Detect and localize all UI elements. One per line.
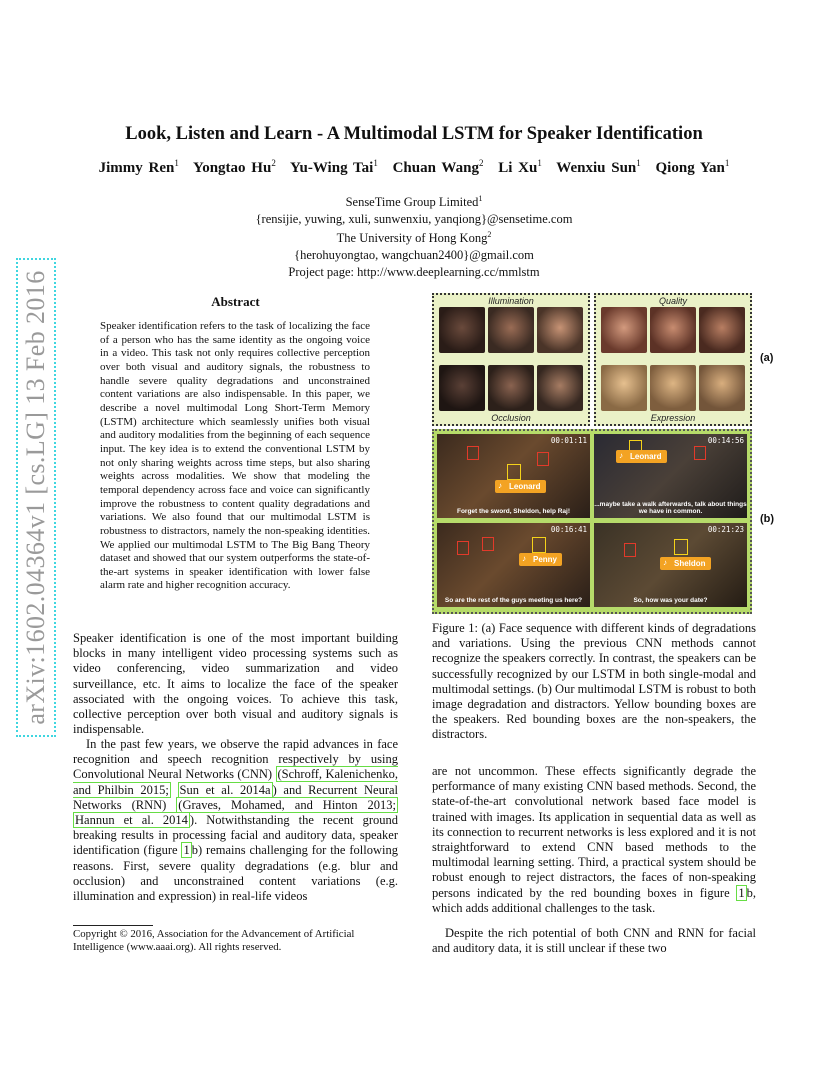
- citation-link[interactable]: Hannun et al. 2014: [75, 813, 188, 828]
- figure-tag-b: (b): [760, 513, 775, 525]
- face-thumbnail: [439, 307, 485, 353]
- video-frame: [437, 434, 590, 518]
- video-frame: [594, 434, 747, 518]
- panel-label: Quality: [658, 296, 687, 306]
- affiliation-mark: 2: [271, 158, 276, 168]
- face-thumbnail: [699, 307, 745, 353]
- face-thumbnail: [439, 365, 485, 411]
- speaker-box: [674, 539, 688, 555]
- face-thumbnail: [537, 365, 583, 411]
- citation-link[interactable]: Sun et al. 2014a: [179, 782, 271, 797]
- affiliation-mark: 1: [373, 158, 378, 168]
- panel-video-scenes: [432, 429, 752, 614]
- text-run: b) remains challenging for the following reasons. First, severe quality degradations (e.g. blur and occlusion) and unconstrained content variations (e.g. illumination and expression) in real-life videos: [73, 843, 398, 904]
- affiliation-mark: 1: [724, 158, 730, 168]
- face-thumbnail: [488, 307, 534, 353]
- panel-label: Expression: [650, 413, 696, 423]
- distractor-box: [537, 452, 549, 466]
- text-run: b, which adds additional challenges to the task.: [432, 885, 756, 915]
- author-list: [0, 158, 828, 177]
- intro-paragraph-2: [73, 737, 398, 904]
- author: Qiong Yan: [655, 160, 725, 176]
- affiliation-mark: 1: [478, 194, 483, 203]
- author: Wenxiu Sun: [556, 160, 637, 176]
- affiliation-mark: 2: [478, 158, 484, 168]
- subtitle: So, how was your date?: [633, 597, 708, 604]
- right-paragraph-1: [432, 764, 756, 916]
- author: Li Xu: [498, 160, 538, 176]
- project-page: Project page: http://www.deeplearning.cc/mmlstm: [288, 264, 540, 279]
- face-thumbnail: [650, 365, 696, 411]
- face-thumbnail: [601, 365, 647, 411]
- citation-link[interactable]: (Graves, Mohamed, and Hinton 2013;: [178, 797, 396, 812]
- speaker-label: ♪ Leonard: [495, 480, 546, 493]
- panel-label: Illumination: [488, 296, 534, 306]
- panel-quality-expression: [594, 293, 752, 426]
- text-run: ). Notwithstanding the recent ground breaking results in processing facial and auditory data, speaker identification (figure: [73, 813, 398, 858]
- speaker-label: ♪ Penny: [519, 553, 562, 566]
- distractor-box: [482, 537, 494, 551]
- abstract-heading: Abstract: [211, 294, 260, 309]
- arxiv-stamp[interactable]: [18, 260, 54, 735]
- abstract-text: Speaker identification refers to the task of localizing the face of a person who has the same identity as the ongoing voice in a video. This task not only requires collective perception over both visual and auditory signals, the robustness to handle severe quality degradations and unconstrained content variations are also indispensable. In this paper, we describe a novel multimodal Long Short-Term Memory (LSTM) architecture which seamlessly unifies both visual and auditory modalities from the beginning of each sequence input. The key idea is to extend the conventional LSTM by not only sharing weights across time steps, but also sharing weights across modalities. We show that modeling the temporal dependency across face and voice can significantly improve the robustness to content quality degradations and variations. We also found that our multimodal LSTM is robustness to distractors, namely the non-speaking identities. We applied our multimodal LSTM to The Big Bang Theory dataset and showed that our system outperforms the state-of-the-art systems in speaker identification with lower false alarm rate and higher recognition accuracy.: [100, 320, 370, 592]
- text-run: ) and Recurrent Neural Networks (RNN): [73, 782, 398, 812]
- distractor-box: [467, 446, 479, 460]
- speaker-label: ♪ Sheldon: [660, 557, 711, 570]
- timestamp: 00:01:11: [550, 436, 587, 445]
- face-thumbnail: [601, 307, 647, 353]
- arxiv-id: arXiv:1602.04364v1 [cs.LG] 13 Feb 2016: [18, 260, 54, 735]
- copyright-footnote: Copyright © 2016, Association for the Advancement of Artificial Intelligence (www.aaai.org). All rights reserved.: [73, 928, 355, 953]
- footnote-rule: [73, 925, 153, 926]
- speaker-box: [532, 537, 546, 553]
- email-2: {herohuyongtao, wangchuan2400}@gmail.com: [294, 248, 534, 263]
- panel-illumination-occlusion: [432, 293, 590, 426]
- intro-paragraph-1: Speaker identification is one of the most important building blocks in many intelligent video processing systems such as video conferencing, video summarization and video surveillance, etc. It aims to localize the face of the speaker associated with the ongoing voices. To achieve this task, collective perception over both visual and auditory signals is indispensable.: [73, 631, 398, 737]
- right-paragraph-2: Despite the rich potential of both CNN and RNN for facial and auditory data, it is still unclear if these two: [432, 926, 756, 956]
- figure-tag-a: (a): [760, 352, 774, 364]
- speaker-label: ♪ Leonard: [616, 450, 667, 463]
- citation-link[interactable]: (Schroff, Kalenichenko, and Philbin 2015;: [73, 767, 398, 797]
- timestamp: 00:16:41: [550, 525, 587, 534]
- face-thumbnail: [650, 307, 696, 353]
- distractor-box: [694, 446, 706, 460]
- face-thumbnail: [537, 307, 583, 353]
- video-frame: [437, 523, 590, 607]
- paper-title: Look, Listen and Learn - A Multimodal LSTM for Speaker Identification: [125, 124, 703, 144]
- subtitle: ...maybe take a walk afterwards, talk about things we have in common.: [594, 501, 747, 515]
- author: Yu-Wing Tai: [290, 160, 374, 176]
- author: Chuan Wang: [392, 160, 479, 176]
- affiliation-mark: 1: [174, 158, 179, 168]
- face-thumbnail: [699, 365, 745, 411]
- affiliation-mark: 1: [537, 158, 542, 168]
- panel-label: Occlusion: [491, 413, 531, 423]
- subtitle: Forget the sword, Sheldon, help Raj!: [456, 508, 571, 515]
- text-run: are not uncommon. These effects significantly degrade the performance of many existing CNN based methods. Second, the state-of-the-art convolutional network based face model is trained with images. Its application in sequential data as well as its connection to recurrent networks is less explored and it is not straightforward to extend CNN based methods to the multimodal learning setting. Third, a practical system should be robust enough to reject distractors, the faces of non-speaking persons indicated by the red bounding boxes in figure: [432, 764, 756, 900]
- distractor-box: [624, 543, 636, 557]
- affiliations: [0, 191, 828, 280]
- affiliation-mark: 1: [636, 158, 641, 168]
- figure-1: [432, 291, 752, 614]
- face-thumbnail: [488, 365, 534, 411]
- timestamp: 00:21:23: [707, 525, 744, 534]
- affiliation-mark: 2: [487, 230, 492, 240]
- affiliation-2: The University of Hong Kong: [336, 231, 488, 246]
- speaker-box: [507, 464, 521, 480]
- video-frame: [594, 523, 747, 607]
- timestamp: 00:14:56: [707, 436, 744, 445]
- figure-ref-link[interactable]: 1: [183, 843, 190, 858]
- author: Yongtao Hu: [193, 160, 272, 176]
- affiliation-1: SenseTime Group Limited: [345, 195, 479, 210]
- distractor-box: [457, 541, 469, 555]
- email-1: {rensijie, yuwing, xuli, sunwenxiu, yanqiong}@sensetime.com: [255, 211, 573, 226]
- text-run: In the past few years, we observe the rapid advances in face recognition and speech recognition respectively by using Convolutional Neural Networks (CNN): [73, 737, 398, 782]
- subtitle: So are the rest of the guys meeting us here?: [444, 597, 583, 604]
- figure-ref-link[interactable]: 1: [738, 885, 745, 900]
- author: Jimmy Ren: [98, 160, 175, 176]
- figure-caption: Figure 1: (a) Face sequence with different kinds of degradations and variations. Using the previous CNN methods cannot recognize the speakers correctly. In contrast, the speakers can be successfully recognized by our LSTM in both single-modal and multimodal settings. (b) Our multimodal LSTM is robust to both image degradation and distractors. Yellow bounding boxes are the speakers. Red bounding boxes are the non-speakers, the distractors.: [432, 621, 756, 742]
